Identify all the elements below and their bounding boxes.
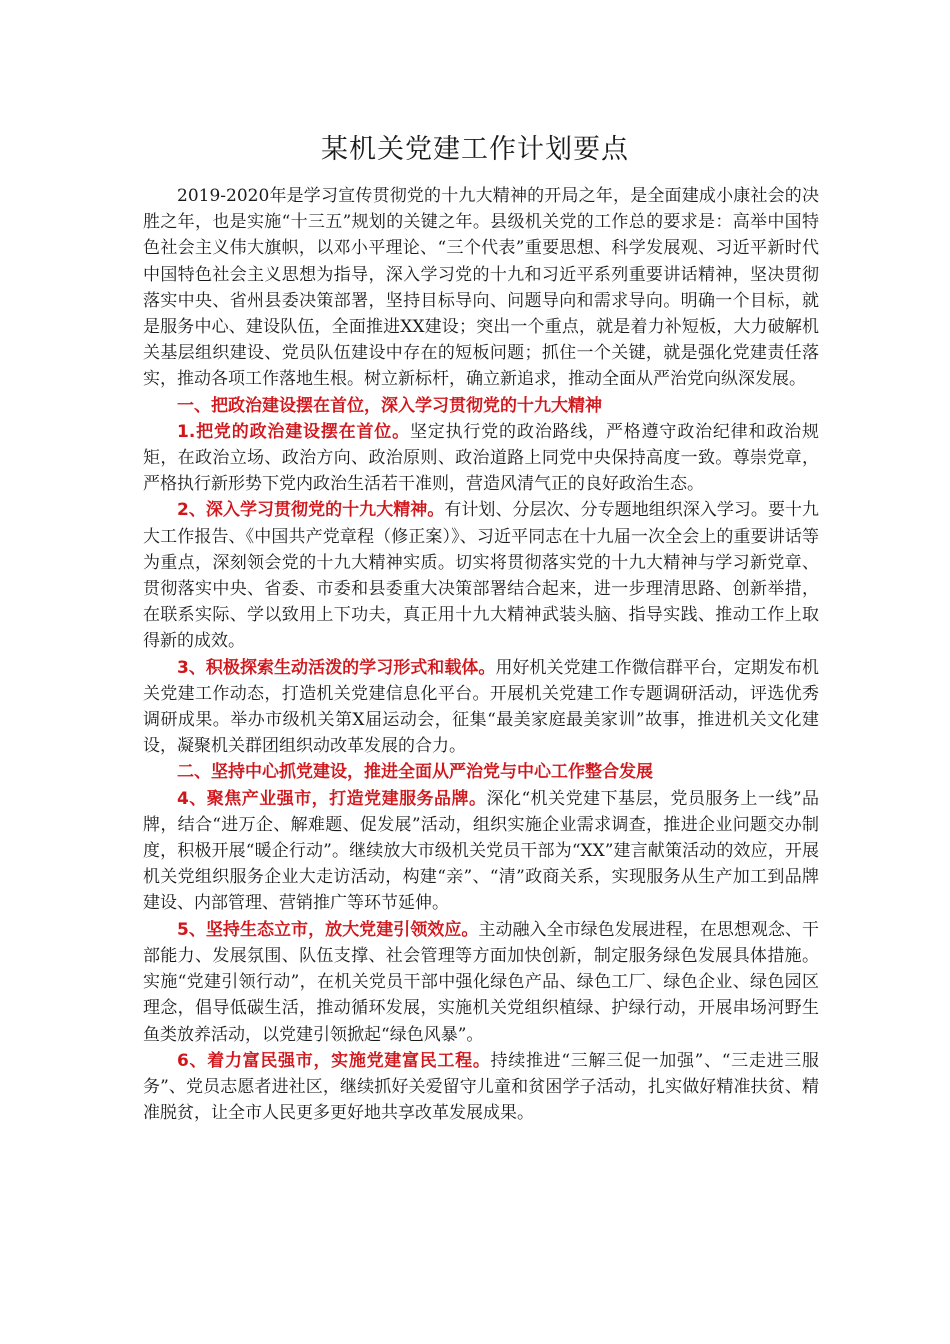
- item-paragraph-3: [143, 655, 819, 760]
- item-title-6: 6、着力富民强市，实施党建富民工程。: [177, 1050, 491, 1071]
- document-body: [143, 183, 819, 1126]
- item-paragraph-4: [143, 786, 819, 917]
- document-title: 某机关党建工作计划要点: [321, 134, 629, 165]
- section-heading-2: 二、坚持中心抓党建设，推进全面从严治党与中心工作整合发展: [177, 762, 653, 783]
- item-title-4: 4、聚焦产业强市，打造党建服务品牌。: [177, 788, 487, 809]
- item-title-5: 5、坚持生态立市，放大党建引领效应。: [177, 919, 479, 940]
- item-title-1: 1.把党的政治建设摆在首位。: [177, 421, 410, 442]
- intro-paragraph: 2019-2020年是学习宣传贯彻党的十九大精神的开局之年，是全面建成小康社会的决胜之年，也是实施“十三五”规划的关键之年。县级机关党的工作总的要求是：高举中国特色社会主义伟大旗帜，以邓小平理论、“三个代表”重要思想、科学发展观、习近平新时代中国特色社会主义思想为指导，深入学习党的十九和习近平系列重要讲话精神，坚决贯彻落实中央、省州县委决策部署，坚持目标导向、问题导向和需求导向。明确一个目标，就是服务中心、建设队伍，全面推进XX建设；突出一个重点，就是着力补短板，大力破解机关基层组织建设、党员队伍建设中存在的短板问题；抓住一个关键，就是强化党建责任落实，推动各项工作落地生根。树立新标杆，确立新追求，推动全面从严治党向纵深发展。: [143, 186, 819, 390]
- section-heading-1: 一、把政治建设摆在首位，深入学习贯彻党的十九大精神: [177, 395, 602, 416]
- item-paragraph-6: [143, 1048, 819, 1127]
- item-text-5: 主动融入全市绿色发展进程，在思想观念、干部能力、发展氛围、队伍支撑、社会管理等方面加快创新，制定服务绿色发展具体措施。实施“党建引领行动”，在机关党员干部中强化绿色产品、绿色工厂、绿色企业、绿色园区理念，倡导低碳生活，推动循环发展，实施机关党组织植绿、护绿行动，开展串场河野生鱼类放养活动，以党建引领掀起“绿色风暴”。: [143, 919, 820, 1045]
- item-text-1: 坚定执行党的政治路线，严格遵守政治纪律和政治规矩，在政治立场、政治方向、政治原则、政治道路上同党中央保持高度一致。尊崇党章，严格执行新形势下党内政治生活若干准则，营造风清气正的良好政治生态。: [143, 421, 819, 495]
- item-text-3: 用好机关党建工作微信群平台，定期发布机关党建工作动态，打造机关党建信息化平台。开展机关党建工作专题调研活动，评选优秀调研成果。举办市级机关第X届运动会，征集“最美家庭最美家训”故事，推进机关文化建设，凝聚机关群团组织动改革发展的合力。: [143, 657, 820, 757]
- item-paragraph-1: [143, 419, 819, 498]
- item-text-6: 持续推进“三解三促一加强”、“三走进三服务”、党员志愿者进社区，继续抓好关爱留守儿童和贫困学子活动，扎实做好精准扶贫、精准脱贫，让全市人民更多更好地共享改革发展成果。: [143, 1050, 820, 1124]
- item-paragraph-2: [143, 497, 819, 654]
- item-text-2: 有计划、分层次、分专题地组织深入学习。要十九大工作报告、《中国共产党章程（修正案）》、习近平同志在十九届一次全会上的重要讲话等为重点，深刻领会党的十九大精神实质。切实将贯彻落实党的十九大精神与学习新党章、贯彻落实中央、省委、市委和县委重大决策部署结合起来，进一步理清思路、创新举措，在联系实际、学以致用上下功夫，真正用十九大精神武装头脑、指导实践、推动工作上取得新的成效。: [143, 500, 820, 652]
- item-title-3: 3、积极探索生动活泼的学习形式和载体。: [177, 657, 496, 678]
- item-paragraph-5: [143, 917, 819, 1048]
- item-title-2: 2、深入学习贯彻党的十九大精神。: [177, 500, 445, 521]
- item-text-4: 深化“机关党建下基层，党员服务上一线”品牌，结合“进万企、解难题、促发展”活动，组织实施企业需求调查，推进企业问题交办制度，积极开展“暖企行动”。继续放大市级机关党员干部为“XX”建言献策活动的效应，开展机关党组织服务企业大走访活动，构建“亲”、“清”政商关系，实现服务从生产加工到品牌建设、内部管理、营销推广等环节延伸。: [143, 788, 819, 914]
